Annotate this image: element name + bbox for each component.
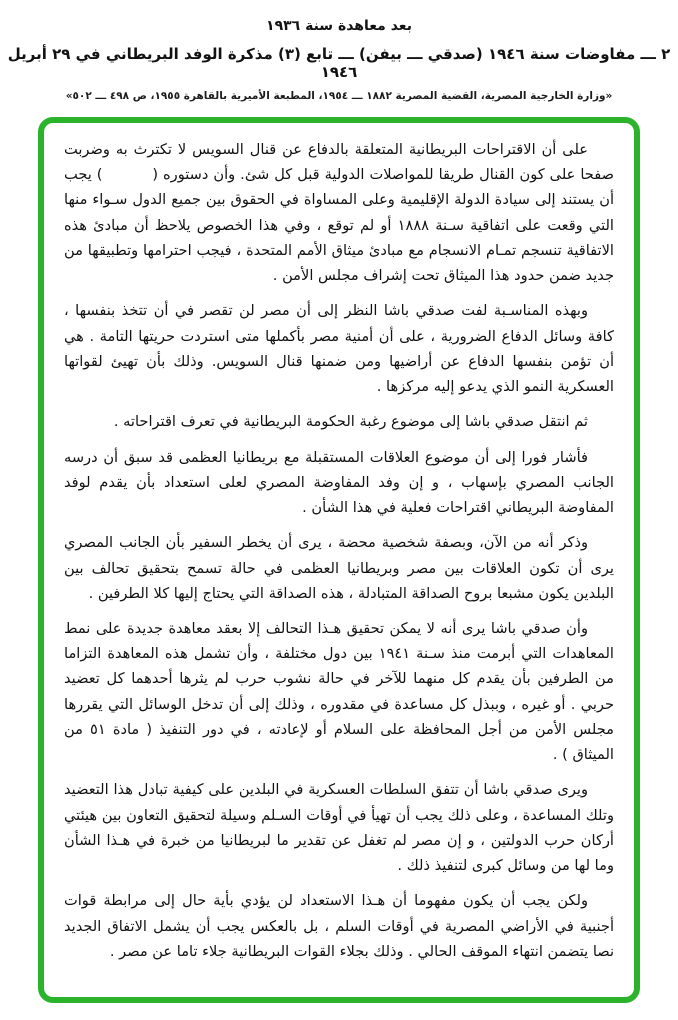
green-highlight-box (38, 117, 640, 1003)
header-context-line: بعد معاهدة سنة ١٩٣٦ (266, 18, 412, 34)
body-paragraph: وذكر أنه من الآن، وبصفة شخصية محضة ، يرى أن يخطر السفير بأن الجانب المصري يرى أن تكون العلاقات بين مصر وبريطانيا العظمى في حالة تسمح بتحقيق تحالف بين البلدين يكون مشبعا بروح الصداقة المتبادلة ، هذه الصداقة التي يحتاج إليها كلا الطرفين . (64, 534, 614, 602)
page-header (0, 18, 678, 102)
header-citation-line: «وزارة الخارجية المصرية، القضية المصرية ١٨٨٢ ـــ ١٩٥٤، المطبعة الأميرية بالقاهرة ١٩٥٥، ص ٤٩٨ ـــ ٥٠٢» (65, 90, 613, 102)
header-title-line: ٢ ـــ مفاوضات سنة ١٩٤٦ (صدقي ـــ بيفن) ـــ تابع (٣) مذكرة الوفد البريطاني في ٢٩ أبريل ١٩٤٦ (7, 45, 671, 81)
body-paragraph: وأن صدقي باشا يرى أنه لا يمكن تحقيق هـذا التحالف إلا بعقد معاهدة جديدة على نمط المعاهدات التي أبرمت منذ سـنة ١٩٤١ بين دول مختلفة ، وأن تشمل هذه المعاهدة التزاما من الطرفين بأن يقدم كل منهما للآخر في حالة نشوب حرب لم يثرها أحدهما كل تعضيد حربي . أو غيره ، وببذل كل مساعدة في مقدوره ، وذلك إلى أن تدخل الوسائل التي يقررها مجلس الأمن من أجل المحافظة على السلام أو لإعادته ، في دور التنفيذ ( مادة ٥١ من الميثاق ) . (64, 619, 614, 764)
body-paragraph: وبهذه المناسـبة لفت صدقي باشا النظر إلى أن مصر لن تقصر في أن تتخذ بنفسها ، كافة وسائل الدفاع الضرورية ، على أن أمنية مصر بأكملها متى استردت حريتها التامة . هي أن تؤمن بنفسها الدفاع عن أراضيها ومن ضمنها قنال السويس. وذلك بأن تهيئ لقواتها العسكرية النمو الذي يدعو إليه مركزها . (64, 302, 614, 396)
document-body (64, 137, 614, 964)
body-paragraph: ثم انتقل صدقي باشا إلى موضوع رغبة الحكومة البريطانية في تعرف اقتراحاته . (113, 413, 588, 431)
body-paragraph: ويرى صدقي باشا أن تتفق السلطات العسكرية في البلدين على كيفية تبادل هذا التعضيد وتلك المساعدة ، وعلى ذلك يجب أن تهيأ في أوقات السـلم وسيلة لتحقيق التعاون بين هيئتي أركان حرب الدولتين ، و إن مصر لم تغفل عن تقدير ما لبريطانيا من خبرة في هـذا الشأن وما لها من وسائل كبرى لتنفيذ ذلك . (64, 781, 614, 875)
body-paragraph: ولكن يجب أن يكون مفهوما أن هـذا الاستعداد لن يؤدي بأية حال إلى مرابطة قوات أجنبية في الأراضي المصرية في أوقات السلم ، بل بالعكس يجب أن يشمل الاتفاق الجديد نصا يتضمن انتهاء الموقف الحالي . وذلك بجلاء القوات البريطانية جلاء تاما عن مصر . (64, 892, 614, 960)
body-paragraph: على أن الاقتراحات البريطانية المتعلقة بالدفاع عن قنال السويس لا تكترث به وضربت صفحا على كون القنال طريقا للمواصلات الدولية قبل كل شئ. وأن دستوره ( ) يجب أن يستند إلى سيادة الدولة الإقليمية وعلى المساواة في الحقوق بين جميع الدول سـواء منها التي وقعت على اتفاقية سـنة ١٨٨٨ أو لم توقع ، وفي هذا الخصوص يلاحظ أن مبادئ هذه الاتفاقية تنسجم تمـام الانسجام مع مبادئ ميثاق الأمم المتحدة ، فيجب احترامها وتطبيقها من جديد ضمن حدود هذا الميثاق تحت إشراف مجلس الأمن . (64, 141, 614, 285)
body-paragraph: فأشار فورا إلى أن موضوع العلاقات المستقبلة مع بريطانيا العظمى قد سبق أن درسه الجانب المصري بإسهاب ، و إن وفد المفاوضة المصري لعلى استعداد بأن يقدم لوفد المفاوضة البريطاني اقتراحات فعلية في هذا الشأن . (64, 448, 614, 517)
